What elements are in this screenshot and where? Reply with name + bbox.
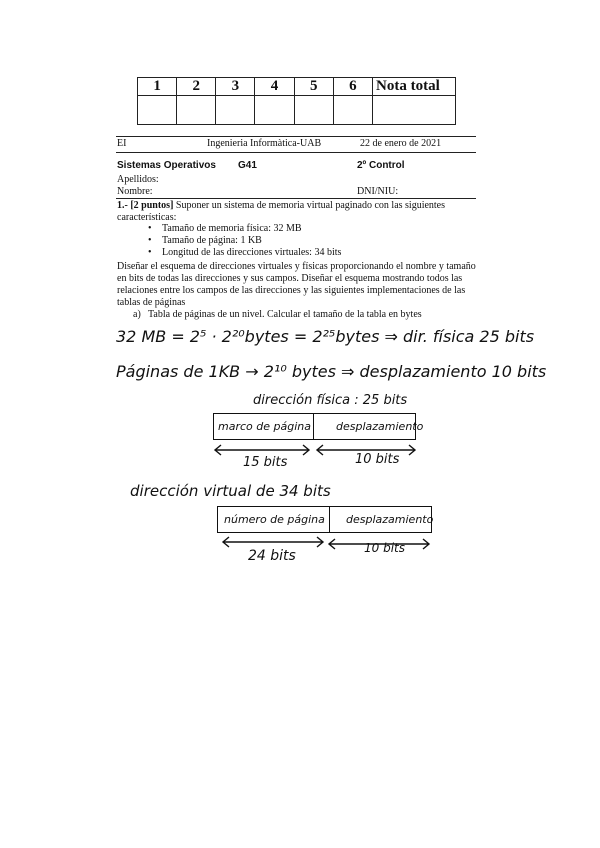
question-intro-line1: Suponer un sistema de memoria virtual paginado con las siguientes [175, 200, 446, 211]
grade-cell [294, 96, 333, 125]
feature-item: • Longitud de las direcciones virtuales: 34 bits [148, 247, 341, 259]
feature-item: • Tamaño de memoria física: 32 MB [148, 223, 341, 235]
physical-address-box [213, 413, 424, 440]
header-bottom-rule [116, 152, 476, 153]
virtual-address-box [217, 506, 432, 533]
header-top-rule [116, 136, 476, 137]
virtual-offset-field: desplazamiento [346, 513, 434, 526]
course-group: G41 [238, 160, 257, 171]
grade-total-header: Nota total [373, 78, 456, 96]
question-intro [117, 200, 477, 224]
question-task [117, 261, 479, 309]
physical-frame-field: marco de página [218, 420, 311, 433]
grade-cell [177, 96, 216, 125]
grade-cell [333, 96, 372, 125]
grade-cell [216, 96, 255, 125]
physical-address-title: dirección física : 25 bits [253, 393, 408, 408]
id-label: DNI/NIU: [357, 186, 399, 197]
grade-total-cell [373, 96, 456, 125]
grade-column-header: 4 [255, 78, 294, 96]
grade-column-header: 2 [177, 78, 216, 96]
physical-frame-bits: 15 bits [243, 455, 288, 470]
question-number: 1.- [2 puntos] [117, 200, 174, 211]
virtual-address-title: dirección virtual de 34 bits [130, 482, 331, 500]
virtual-page-bits: 24 bits [248, 548, 296, 564]
task-line: tablas de páginas [117, 297, 186, 308]
task-line: Diseñar el esquema de direcciones virtuales y físicas proporcionando el nombre y tamaño [117, 261, 476, 272]
course-title: Sistemas Operativos [117, 160, 216, 171]
grade-column-header: 6 [333, 78, 372, 96]
exam-name: 2º Control [357, 160, 405, 171]
grade-column-header: 1 [138, 78, 177, 96]
task-line: en bits de todas las direcciones y sus campos. Diseñar el esquema mostrando todos las [117, 273, 463, 284]
handwritten-line-memory: 32 MB = 2⁵ · 2²⁰bytes = 2²⁵bytes ⇒ dir. física 25 bits [116, 327, 535, 346]
sub-question-a-text: Tabla de páginas de un nivel. Calcular el tamaño de la tabla en bytes [148, 309, 422, 320]
physical-offset-field: desplazamiento [336, 420, 424, 433]
physical-field-divider [313, 414, 314, 439]
physical-offset-bits: 10 bits [355, 452, 400, 467]
grade-cell [138, 96, 177, 125]
grades-table [137, 77, 456, 125]
grade-column-header: 5 [294, 78, 333, 96]
header-date: 22 de enero de 2021 [360, 138, 442, 149]
header-code: EI [117, 138, 127, 149]
header-institution: Ingenieria Informàtica-UAB [207, 138, 322, 149]
virtual-field-divider [329, 507, 330, 532]
task-line: relaciones entre los campos de las direcciones y las siguientes implementaciones de las [117, 285, 466, 296]
surname-label: Apellidos: [117, 174, 159, 185]
sub-question-a-label: a) [133, 309, 141, 320]
grade-column-header: 3 [216, 78, 255, 96]
name-label: Nombre: [117, 186, 153, 197]
virtual-offset-bits: 10 bits [364, 541, 405, 555]
features-list [148, 223, 341, 259]
question-intro-line2: características: [117, 212, 177, 223]
feature-item: • Tamaño de página: 1 KB [148, 235, 341, 247]
question-top-rule [116, 198, 476, 199]
grade-cell [255, 96, 294, 125]
handwritten-line-page: Páginas de 1KB → 2¹⁰ bytes ⇒ desplazamiento 10 bits [116, 362, 547, 381]
virtual-page-field: número de página [224, 513, 325, 526]
